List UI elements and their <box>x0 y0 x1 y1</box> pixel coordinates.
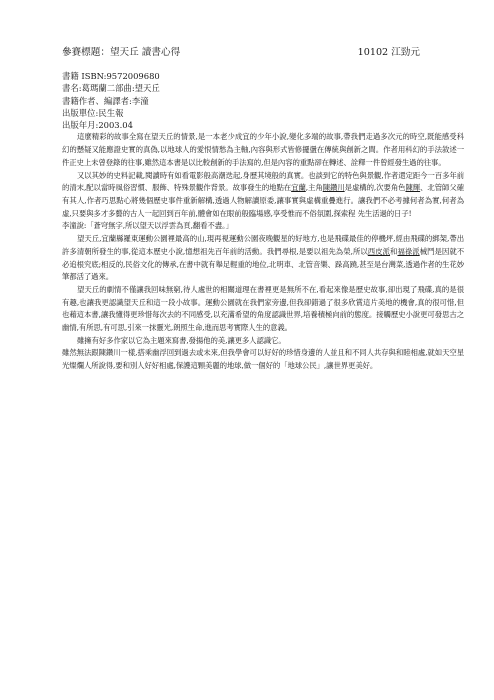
student-id-name: 10102 江勁元 <box>357 47 420 58</box>
text-segment: 望天丘的劇情不僅讓我回味無窮,待人處世的相關道理在書裡更是無所不在,看起來像是歷史故事,卻出現了飛碟,真的是很有趣,也讓我更認識望天丘和這一段小故事。運動公園就在我們家旁邊,但我卻錯過了很多欣賞這片美地的機會,真的很可惜,但也藉這本書,讓我懂得更珍惜每次去的不同感受,以充滿希望的角度認識世界,培養積極向前的態度。接觸歷史小說更可發思古之幽情,有所思,有可思,引來一抹靈光,朗照生命,進而思考實際人生的意義。 <box>62 284 464 333</box>
book-title-line: 書名:葛瑪蘭二部曲:望天丘 <box>62 83 160 94</box>
text-segment: 這麼精彩的故事全寫在望天丘的情景,是一本老少成宜的少年小說,變化多端的故事,帶我們走過多次元的時空,既能感受科幻的懸疑又能應證史實的真偽,以地球人的愛恨情愁為主軸,內容與形式皆修擺盪在傳統與創新之間。作者用科幻的手法敘述一件正史上未曾登錄的往事,雖然這本書是以比較創新的手法寫的,但是內容的重點卻在轉述、詮釋一件曾經發生過的往事。 <box>62 132 464 167</box>
paragraph-3 <box>62 220 464 233</box>
text-segment: 李潼說:「蒼穹無字,所以望天以浮雲為頁,翻看不盡。」 <box>62 221 233 231</box>
underlined-term: 陳輝 <box>405 183 421 193</box>
paragraph-1 <box>62 131 464 169</box>
text-segment: 又以其妙的史料記載,閱讀時有如看電影般高潮迭起,身歷其境般的真實。也談到它的特色與景觀,作者還定距今一百多年前的清末,配以當時風俗習慣、服飾、特殊景觀作背景。故事發生的地點在 <box>62 170 464 193</box>
underlined-term: 西皮派 <box>367 246 391 256</box>
contest-title: 參賽標題：望天丘 讀書心得 <box>62 47 181 58</box>
text-segment: 、北管師父確有其人,作者巧思點心將幾個歷史事件重新解構,透過人物解讀原委,讓事實與虛構重疊進行。讓我們不必考據何者為實,何者為虛,只要與多才多藝的古人一起回到百年前,體會如在眼前般臨場感,享受惟而不俗氛圍,探索程 先生活過的日子! <box>62 183 464 218</box>
underlined-term: 陳鑽川 <box>322 183 345 193</box>
publisher-line: 出版單位:民生報 <box>62 107 124 118</box>
underlined-term: 宜蘭 <box>291 183 306 193</box>
text-segment: 望天丘,宜蘭縣羅東運動公園裡最高的山,現再視運動公園夜晚觀星的好地方,也是飛碟最佳的停機坪,經由飛碟的綁架,帶出許多清朝所發生的事,從這本歷史小說,憶想祖先百年前的活動。我們尋根,是要以祖先為榮,所以 <box>62 234 464 256</box>
author-line: 書籍作者、編譯者:李潼 <box>62 95 149 106</box>
text-segment: 械鬥是因就不必追根究底;相反的,民俗文化的傳承,在書中就有舉足輕重的地位,北明車、北管音樂、跺高蹺,甚至是台灣菜,透過作者的生花妙筆都活了過來。 <box>62 246 465 282</box>
text-segment: 和 <box>390 246 398 256</box>
paragraph-7 <box>62 347 464 372</box>
text-segment: 是虛構的,次要角色 <box>344 183 406 193</box>
text-segment: 雖擁有好多作家以它為主題來寫書,發揚他的美,讓更多人認識它。 <box>77 335 286 345</box>
paragraph-4 <box>62 233 464 284</box>
underlined-term: 福祿派 <box>397 246 420 256</box>
text-segment: ,主角 <box>305 183 323 193</box>
paragraph-2 <box>62 170 464 221</box>
essay-body <box>62 131 464 372</box>
publish-date-line: 出版年月:2003.04 <box>62 120 133 131</box>
paragraph-5 <box>62 284 464 335</box>
document-header <box>62 44 464 58</box>
book-info <box>62 70 464 131</box>
text-segment: 雖然無法跟陳鑽川一樣,搭乘幽浮回到過去或未來,但我學會可以好好的珍惜身邊的人並且和不同人共存與和睦相處,就如天空星光燦爛人所說得,要和別人好好相處,保護這顆美麗的地球,做一個好的「地球公民」,讓世界更美好。 <box>62 348 464 371</box>
isbn-line: 書籍 ISBN:9572009680 <box>62 71 160 81</box>
paragraph-6 <box>62 335 464 348</box>
